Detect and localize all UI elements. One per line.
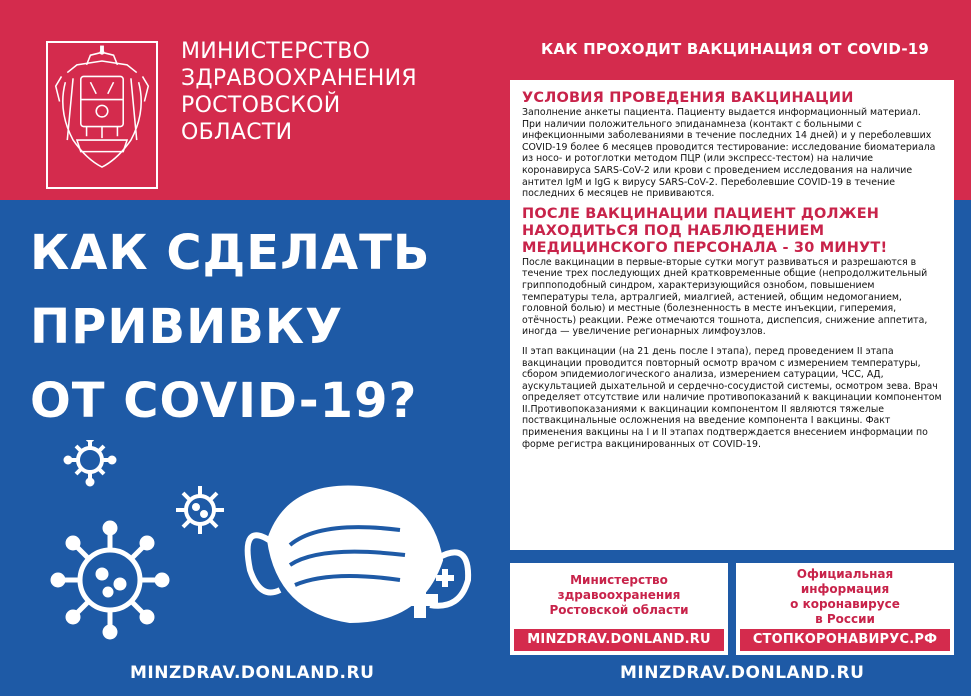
conditions-heading: УСЛОВИЯ ПРОВЕДЕНИЯ ВАКЦИНАЦИИ (522, 90, 854, 106)
box-line: Ростовской области (549, 603, 689, 617)
ministry-line: РОСТОВСКОЙ (181, 93, 341, 118)
title-line: КАК СДЕЛАТЬ (30, 225, 431, 281)
box-line: Официальная (796, 567, 894, 581)
footer-link-left[interactable]: MINZDRAV.DONLAND.RU (130, 663, 375, 683)
box-line: в России (815, 612, 875, 626)
title-line: ОТ COVID-19? (30, 373, 418, 429)
ministry-name (181, 38, 481, 146)
stopcorona-link-text (736, 567, 954, 627)
box-line: о коронавирусе (790, 597, 900, 611)
right-header: КАК ПРОХОДИТ ВАКЦИНАЦИЯ ОТ COVID-19 (540, 40, 930, 58)
stopcorona-url-link[interactable]: СТОПКОРОНАВИРУС.РФ (740, 629, 950, 651)
ministry-line: ЗДРАВООХРАНЕНИЯ (181, 66, 417, 91)
box-line: информация (800, 582, 890, 596)
coat-of-arms-icon (46, 41, 158, 189)
box-line: Министерство (570, 573, 668, 587)
virus-icon (176, 486, 224, 534)
stage2-text: II этап вакцинации (на 21 день после I этапа), перед проведением II этапа вакцинации проводится повторный осмотр врачом с измерением температуры, сбором эпидемиологического анализа, измерением сатурации, ЧСС, АД, аускультацией дыхательной и сердечно-сосудистой системы, осмотром зева. Врач определяет отсутствие или наличие противопоказаний к вакцинации компонентом II.Противопоказаниями к вакцинации компонентом II являются тяжелые поствакцинальные осложнения на введение компонента I вакцины. Факт применения вакцины на I и II этапах подтверждается внесением информации по форме регистра вакцинированных от COVID-19. (522, 345, 942, 450)
page-title (30, 216, 500, 438)
ministry-link-box[interactable] (510, 563, 728, 655)
stopcorona-link-box[interactable] (736, 563, 954, 655)
ministry-link-text (510, 573, 728, 618)
ministry-line: ОБЛАСТИ (181, 120, 293, 145)
info-panel (510, 80, 954, 550)
plus-icon (436, 569, 454, 587)
conditions-text: Заполнение анкеты пациента. Пациенту выдается информационный материал. При наличии положительного эпиданамнеза (контакт с больными с инфекционными заболеваниями в течение последних 14 дней) и у переболевших COVID-19 более 6 месяцев проводится тестирование: исследование биоматериала из носо- и ротоглотки методом ПЦР (или экспресс-тестом) на наличие коронавируса SARS-CoV-2 или крови с проведением исследования на наличие антител IgM и IgG к вирусу SARS-CoV-2. Переболевшие COVID-19 в течение последних 6 месяцев не прививаются. (522, 107, 936, 200)
reactions-text: После вакцинации в первые-вторые сутки могут развиваться и разрешаются в течение трех последующих дней кратковременные общие (непродолжительный гриппоподобный синдром, характеризующийся ознобом, повышением температуры тела, артралгией, миалгией, астенией, общим недомоганием, головной болью) и местные (болезненность в месте инъекции, гиперемия, отёчность) реакции. Реже отмечаются тошнота, диспепсия, снижение аппетита, иногда — увеличение регионарных лимфоузлов. (522, 256, 928, 338)
ministry-line: МИНИСТЕРСТВО (181, 39, 371, 64)
footer-link-right[interactable]: MINZDRAV.DONLAND.RU (620, 663, 865, 683)
ministry-url-link[interactable]: MINZDRAV.DONLAND.RU (514, 629, 724, 651)
box-line: здравоохранения (557, 588, 681, 602)
observation-heading: ПОСЛЕ ВАКЦИНАЦИИ ПАЦИЕНТ ДОЛЖЕН НАХОДИТЬСЯ ПОД НАБЛЮДЕНИЕМ МЕДИЦИНСКОГО ПЕРСОНАЛА - 30 МИНУТ! (522, 205, 888, 256)
virus-icon (66, 440, 115, 485)
title-line: ПРИВИВКУ (30, 299, 344, 355)
virus-icon (53, 523, 167, 637)
illustration (30, 440, 490, 655)
